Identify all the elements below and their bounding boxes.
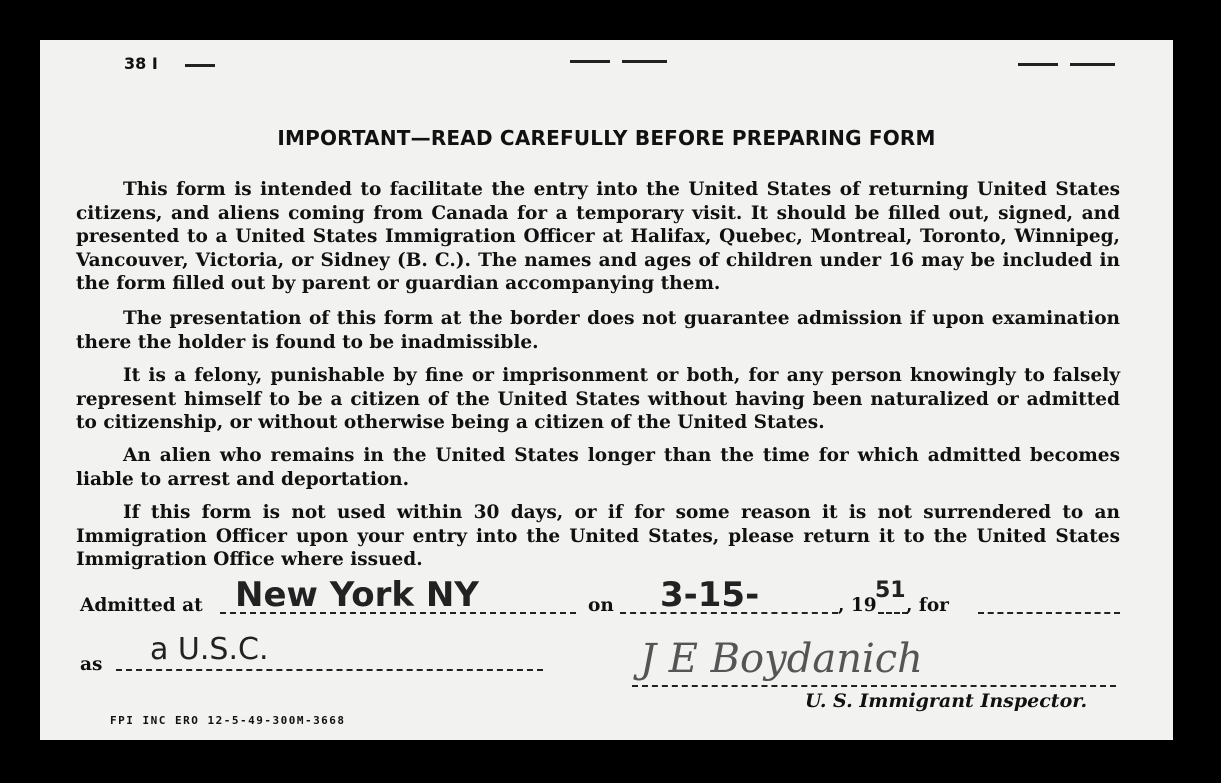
paragraph: If this form is not used within 30 days, or if for some reason it is not surrendered to an Immigration Officer upon your entry into the United States, please return it to the United States Immigration Office where issued. (76, 502, 1120, 570)
paragraph: It is a felony, punishable by fine or imprisonment or both, for any person knowingly to falsely represent himself to be a citizen of the United States without having been naturalized or admitted to citizenship, or without otherwise being a citizen of the United States. (76, 365, 1120, 433)
signature-line (632, 685, 1116, 687)
paragraph: This form is intended to facilitate the entry into the United States of returning United States citizens, and aliens coming from Canada for a temporary visit. It should be filled out, signed, and presented to a United States Immigration Officer at Halifax, Quebec, Montreal, Toronto, Winnipeg, Vancouver, Victoria, or Sidney (B. C.). The names and ages of children under 16 may be included in the form filled out by parent or guardian accompanying them. (76, 179, 1120, 294)
year-prefix: , 19 (838, 595, 877, 616)
admitted-value: New York NY (235, 575, 479, 615)
as-value: a U.S.C. (150, 632, 269, 667)
top-mark (1070, 63, 1115, 66)
entry-form-card (40, 40, 1173, 740)
as-label: as (80, 654, 103, 675)
year-value: 51 (875, 578, 906, 603)
inspector-label: U. S. Immigrant Inspector. (805, 690, 1088, 712)
paragraph: The presentation of this form at the border does not guarantee admission if upon examination there the holder is found to be inadmissible. (76, 308, 1120, 353)
top-mark (185, 64, 215, 67)
for-label: , for (906, 595, 949, 616)
print-code: FPI INC ERO 12-5-49-300M-3668 (110, 714, 346, 727)
top-mark (622, 60, 667, 63)
year-field-line (878, 612, 908, 614)
admitted-label: Admitted at (80, 595, 203, 616)
top-mark (570, 60, 610, 63)
on-label: on (588, 595, 614, 616)
corner-note: 38 I (124, 54, 158, 73)
as-field-line (116, 669, 543, 671)
form-title: IMPORTANT—READ CAREFULLY BEFORE PREPARING FORM (277, 126, 936, 150)
inspector-signature: J E Boydanich (640, 636, 923, 682)
for-field-line (978, 612, 1120, 614)
date-value: 3-15- (660, 575, 760, 615)
paragraph: An alien who remains in the United States longer than the time for which admitted becomes liable to arrest and deportation. (76, 445, 1120, 490)
top-mark (1018, 63, 1058, 66)
